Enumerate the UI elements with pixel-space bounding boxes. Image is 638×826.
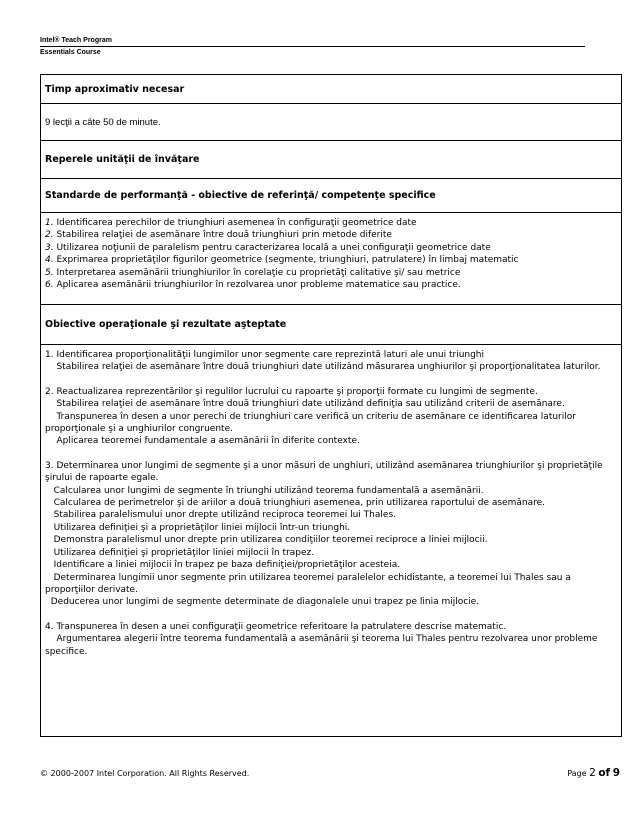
objective-line: Determinarea lungimii unor segmente prin utilizarea teoremei paralelelor echidistante, a teoremei lui Thales sau a proporţiilor derivate. <box>45 572 574 595</box>
standard-item <box>45 267 615 279</box>
standard-text: Identificarea perechilor de triunghiuri asemenea în configuraţii geometrice date <box>53 218 417 228</box>
landmarks-heading-text: Reperele unităţii de învăţare <box>45 154 200 165</box>
page-of: of <box>598 767 611 779</box>
objective-line: Stabilirea relaţiei de asemănare între două triunghiuri date utilizând măsurarea unghiurilor şi proporţionalitatea laturilor. <box>45 362 601 373</box>
objective-line: Identificare a liniei mijlocii în trapez pe baza definiţiei/proprietăţilor acesteia. <box>45 560 401 571</box>
course-name: Essentials Course <box>40 49 101 56</box>
standard-text: Aplicarea asemănării triunghiurilor în rezolvarea unor probleme matematice sau practice. <box>53 280 461 291</box>
standard-number: 1. <box>45 218 54 228</box>
time-heading <box>41 75 621 104</box>
copyright-notice: © 2000-2007 Intel Corporation. All Rights Reserved. <box>40 769 250 778</box>
objective-line: Utilizarea definiţiei şi proprietăţilor liniei mijlocii în trapez. <box>45 547 315 558</box>
objective-line: 3. Determinarea unor lungimi de segmente şi a unor măsuri de unghiuri, utilizând asemănarea triunghiurilor şi proprietăţile şirului de rapoarte egale. <box>45 460 606 484</box>
standard-number: 6. <box>45 280 54 291</box>
standard-item <box>45 279 615 291</box>
page-total: 9 <box>612 767 620 779</box>
objective-line: 4. Transpunerea în desen a unei configuraţii geometrice referitoare la patrulatere descrise matematic. <box>45 621 507 632</box>
objective-line: Deducerea unor lungimi de segmente determinate de diagonalele unui trapez pe linia mijlocie. <box>45 597 480 608</box>
standards-heading-text: Standarde de performanţă - obiective de referinţă/ competenţe specifice <box>45 190 436 201</box>
page-number <box>567 767 620 779</box>
document-header <box>40 36 585 57</box>
objective-line: 2. Reactualizarea reprezentărilor şi regulilor lucrului cu rapoarte şi proporţii formate cu lungimi de segmente. <box>45 386 538 397</box>
objective-line: Stabilirea relaţiei de asemănare între două triunghiuri date utilizând definiţia sau utilizând criterii de asemănare. <box>45 399 565 410</box>
page-current: 2 <box>589 767 596 779</box>
objectives-list <box>41 345 621 736</box>
objective-line: Argumentarea alegerii între teorema fundamentală a asemănării şi teorema lui Thales pentru rezolvarea unor probleme specifice. <box>45 634 601 657</box>
standard-number: 5. <box>45 267 54 278</box>
time-value-text: 9 lecţii a câte 50 de minute. <box>45 116 161 128</box>
group-spacer <box>45 374 615 386</box>
objective-line: Demonstra paralelismul unor drepte prin utilizarea condiţiilor teoremei reciproce a liniei mijlocii. <box>45 535 488 546</box>
standard-number: 4. <box>45 255 54 266</box>
objectives-heading <box>41 305 621 345</box>
time-value <box>41 104 621 141</box>
time-heading-text: Timp aproximativ necesar <box>45 83 185 95</box>
objectives-heading-text: Obiective operaţionale şi rezultate aşteptate <box>45 319 287 330</box>
objective-line: Aplicarea teoremei fundamentale a asemănării în diferite contexte. <box>45 436 360 447</box>
objective-line: 1. Identificarea proporţionalităţii lungimilor unor segmente care reprezintă laturi ale unui triunghi <box>45 350 485 360</box>
objective-line: Transpunerea în desen a unor perechi de triunghiuri care verifică un criteriu de asemănare ce identificarea laturilor proporţionale şi a unghiurilor congruente. <box>45 411 579 435</box>
standard-item <box>45 254 615 266</box>
standard-text: Utilizarea noţiunii de paralelism pentru caracterizarea locală a unei configuraţii geometrice date <box>53 242 491 253</box>
objective-line: Stabilirea paralelismului unor drepte utilizând reciproca teoremei lui Thales. <box>45 510 396 521</box>
standards-heading <box>41 179 621 213</box>
group-spacer <box>45 448 615 460</box>
group-spacer <box>45 609 615 621</box>
objective-line: Utilizarea definiţiei şi a proprietăţilor liniei mijlocii într-un triunghi. <box>45 522 351 533</box>
objective-line: Calcularea de perimetrelor şi de ariilor a două triunghiuri asemenea, prin utilizarea raportului de asemănare. <box>45 498 545 509</box>
standard-text: Stabilirea relaţiei de asemănare între două triunghiuri prin metode diferite <box>53 230 392 241</box>
standard-number: 2. <box>45 230 54 241</box>
header-rule <box>40 46 585 47</box>
standards-list <box>41 213 621 305</box>
landmarks-heading <box>41 141 621 179</box>
standard-item <box>45 217 615 229</box>
standard-item <box>45 229 615 241</box>
program-name: Intel® Teach Program <box>40 37 112 44</box>
page-label: Page <box>567 769 587 778</box>
standard-number: 3. <box>45 242 54 253</box>
lesson-plan-table <box>40 74 622 737</box>
standard-text: Interpretarea asemănării triunghiurilor în corelaţie cu proprietăţi calitative şi/ sau metrice <box>53 267 461 278</box>
standard-item <box>45 242 615 254</box>
objective-line: Calcularea unor lungimi de segmente în triunghi utilizând teorema fundamentală a asemănării. <box>45 485 484 496</box>
standard-text: Exprimarea proprietăţilor figurilor geometrice (segmente, triunghiuri, patrulatere) în limbaj matematic <box>53 255 519 266</box>
